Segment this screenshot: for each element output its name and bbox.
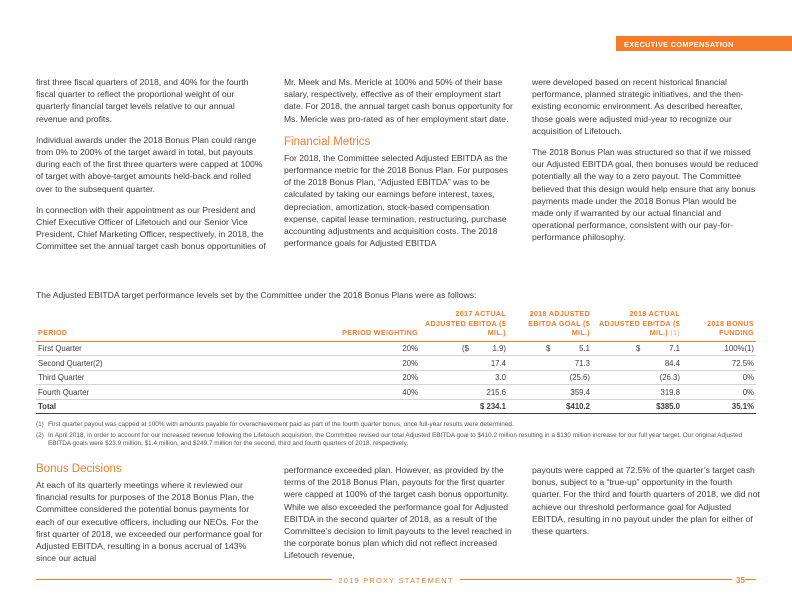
footer-title: 2019 PROXY STATEMENT bbox=[0, 576, 792, 585]
cell-2017-actual: 17.4 bbox=[420, 356, 508, 371]
text-column-2 bbox=[284, 76, 516, 258]
cell-2017-actual: ($ 1.9) bbox=[420, 341, 508, 356]
header-funding: 2018 BONUS FUNDING bbox=[682, 309, 756, 341]
footnote: (2) In April 2018, in order to account for our increased revenue following the Lifetouch acquisition, the Committee revised our total Adjusted EBITDA goal to $410.2 million resulting in a $130 million increase for our full year target. Our original Adjusted EBITDA goals were $23.9 million, $1.4 million, and $249.7 million for the second, third and fourth quarters of 2018, respectively. bbox=[36, 431, 743, 448]
cell-2018-goal: (25.6) bbox=[508, 370, 592, 385]
header-period: PERIOD bbox=[36, 309, 336, 341]
section-label: EXECUTIVE COMPENSATION bbox=[624, 40, 734, 49]
paragraph: Mr. Meek and Ms. Mericle at 100% and 50% of their base salary, respectively, effective as of their employment start date. For 2018, the annual target cash bonus opportunity for Ms. Mericle was pro-rated as of her employment start date. bbox=[284, 77, 513, 124]
header-weighting: PERIOD WEIGHTING bbox=[336, 309, 420, 341]
cell-weighting: 20% bbox=[336, 370, 420, 385]
cell-2018-actual: $ 7.1 bbox=[592, 341, 682, 356]
cell-weighting bbox=[336, 399, 420, 414]
cell-2018-goal: 71.3 bbox=[508, 356, 592, 371]
cell-2018-actual: 319.8 bbox=[592, 385, 682, 400]
text-column-3 bbox=[532, 76, 760, 253]
table-row bbox=[36, 341, 756, 356]
cell-funding: 100%(1) bbox=[682, 341, 756, 356]
header-2018-actual: 2018 ACTUAL ADJUSTED EBITDA ($ MIL.) (1) bbox=[592, 309, 682, 341]
paragraph: At each of its quarterly meetings where it reviewed our financial results for purposes of the 2018 Bonus Plan, the Committee considered the potential bonus payments for each of our executive officers, including our NEOs. For the first quarter of 2018, we exceeded our performance goal for Adjusted EBITDA, resulting in a bonus accrual of 143% since our actual bbox=[36, 480, 263, 564]
cell-weighting: 20% bbox=[336, 341, 420, 356]
table-intro: The Adjusted EBITDA target performance levels set by the Committee under the 2018 Bonus Plans were as follows: bbox=[36, 290, 477, 300]
page-footer bbox=[0, 573, 792, 597]
table-row bbox=[36, 356, 756, 371]
page-number: 35 bbox=[732, 576, 745, 585]
cell-funding: 0% bbox=[682, 385, 756, 400]
cell-weighting: 40% bbox=[336, 385, 420, 400]
footnote-ref: (1) bbox=[670, 328, 680, 338]
cell-period: Second Quarter(2) bbox=[36, 356, 336, 371]
cell-weighting: 20% bbox=[336, 356, 420, 371]
footnote: (1) First quarter payout was capped at 100% with amounts payable for overachievement paid as part of the fourth quarter bonus, once full-year results were determined. bbox=[36, 421, 514, 428]
cell-2017-actual: $ 234.1 bbox=[420, 399, 508, 414]
footnotes bbox=[36, 421, 756, 451]
cell-funding: 0% bbox=[682, 370, 756, 385]
cell-period: Total bbox=[36, 399, 336, 414]
table-total-row bbox=[36, 399, 756, 414]
cell-2018-actual: 84.4 bbox=[592, 356, 682, 371]
paragraph: first three fiscal quarters of 2018, and 40% for the fourth fiscal quarter to reflect the proportional weight of our quarterly financial target levels relative to our annual revenue and profits. bbox=[36, 77, 249, 124]
cell-2017-actual: 3.0 bbox=[420, 370, 508, 385]
cell-2018-goal: $ 5.1 bbox=[508, 341, 592, 356]
cell-2017-actual: 215.6 bbox=[420, 385, 508, 400]
paragraph: The 2018 Bonus Plan was structured so that if we missed our Adjusted EBITDA goal, then bonuses would be reduced potentially all the way to a zero payout. The Committee believed that this design would help ensure that any bonus payments made under the 2018 Bonus Plan would be made only if warranted by our actual financial and operational performance, consistent with our pay-for-performance philosophy. bbox=[532, 147, 758, 243]
cell-funding: 35.1% bbox=[682, 399, 756, 414]
bonus-column-2 bbox=[284, 464, 516, 571]
cell-funding: 72.5% bbox=[682, 356, 756, 371]
cell-period: First Quarter bbox=[36, 341, 336, 356]
bonus-column-3 bbox=[532, 464, 760, 546]
paragraph: For 2018, the Committee selected Adjusted EBITDA as the performance metric for the 2018 Bonus Plan. For purposes of the 2018 Bonus Plan, “Adjusted EBITDA” was to be calculated by taking our earnings before interest, taxes, depreciation, amortization, stock-based compensation expense, capital lease termination, restructuring, purchase accounting adjustments and acquisition costs. The 2018 performance goals for Adjusted EBITDA bbox=[284, 152, 509, 249]
cell-period: Fourth Quarter bbox=[36, 385, 336, 400]
table-row bbox=[36, 385, 756, 400]
section-header-bar bbox=[616, 36, 792, 51]
cell-period: Third Quarter bbox=[36, 370, 336, 385]
cell-2018-actual: (26.3) bbox=[592, 370, 682, 385]
header-2018-goal: 2018 ADJUSTED EBITDA GOAL ($ MIL.) bbox=[508, 309, 592, 341]
table-header-row bbox=[36, 309, 756, 341]
bonus-decisions-heading: Bonus Decisions bbox=[36, 463, 122, 475]
paragraph: payouts were capped at 72.5% of the quarter’s target cash bonus, subject to a “true-up” opportunity in the fourth quarter. For the third and fourth quarters of 2018, we did not achieve our threshold performance goal for Adjusted EBITDA, resulting in no payout under the plan for either of these quarters. bbox=[532, 465, 760, 537]
paragraph: performance exceeded plan. However, as provided by the terms of the 2018 Bonus Plan, payouts for the first quarter were capped at 100% of the target cash bonus opportunity. While we also exceeded the performance goal for Adjusted EBITDA in the second quarter of 2018, as a result of the Committee’s decision to limit payouts to the level reached in the corporate bonus plan which did not reflect increased Lifetouch revenue, bbox=[284, 465, 512, 561]
paragraph: Individual awards under the 2018 Bonus Plan could range from 0% to 200% of the target award in total, but payouts during each of the first three quarters were capped at 100% of target with above-target amounts held-back and rolled over to the subsequent quarter. bbox=[36, 134, 263, 194]
financial-metrics-heading: Financial Metrics bbox=[284, 135, 371, 148]
cell-2018-goal: $410.2 bbox=[508, 399, 592, 414]
paragraph: In connection with their appointment as our President and Chief Executive Officer of Lifetouch and our Senior Vice President, Chief Marketing Officer, respectively, in 2018, the Committee set the annual target cash bonus opportunities of bbox=[36, 204, 266, 252]
paragraph: were developed based on recent historical financial performance, planned strategic initiatives, and the then-existing economic environment. As described hereafter, those goals were adjusted mid-year to recognize our acquisition of Lifetouch. bbox=[532, 77, 744, 136]
cell-2018-goal: 359.4 bbox=[508, 385, 592, 400]
ebitda-table bbox=[36, 309, 756, 414]
bonus-column-1 bbox=[36, 462, 268, 573]
table-row bbox=[36, 370, 756, 385]
cell-2018-actual: $385.0 bbox=[592, 399, 682, 414]
header-2017-actual: 2017 ACTUAL ADJUSTED EBITDA ($ MIL.) bbox=[420, 309, 508, 341]
text-column-1 bbox=[36, 76, 268, 262]
